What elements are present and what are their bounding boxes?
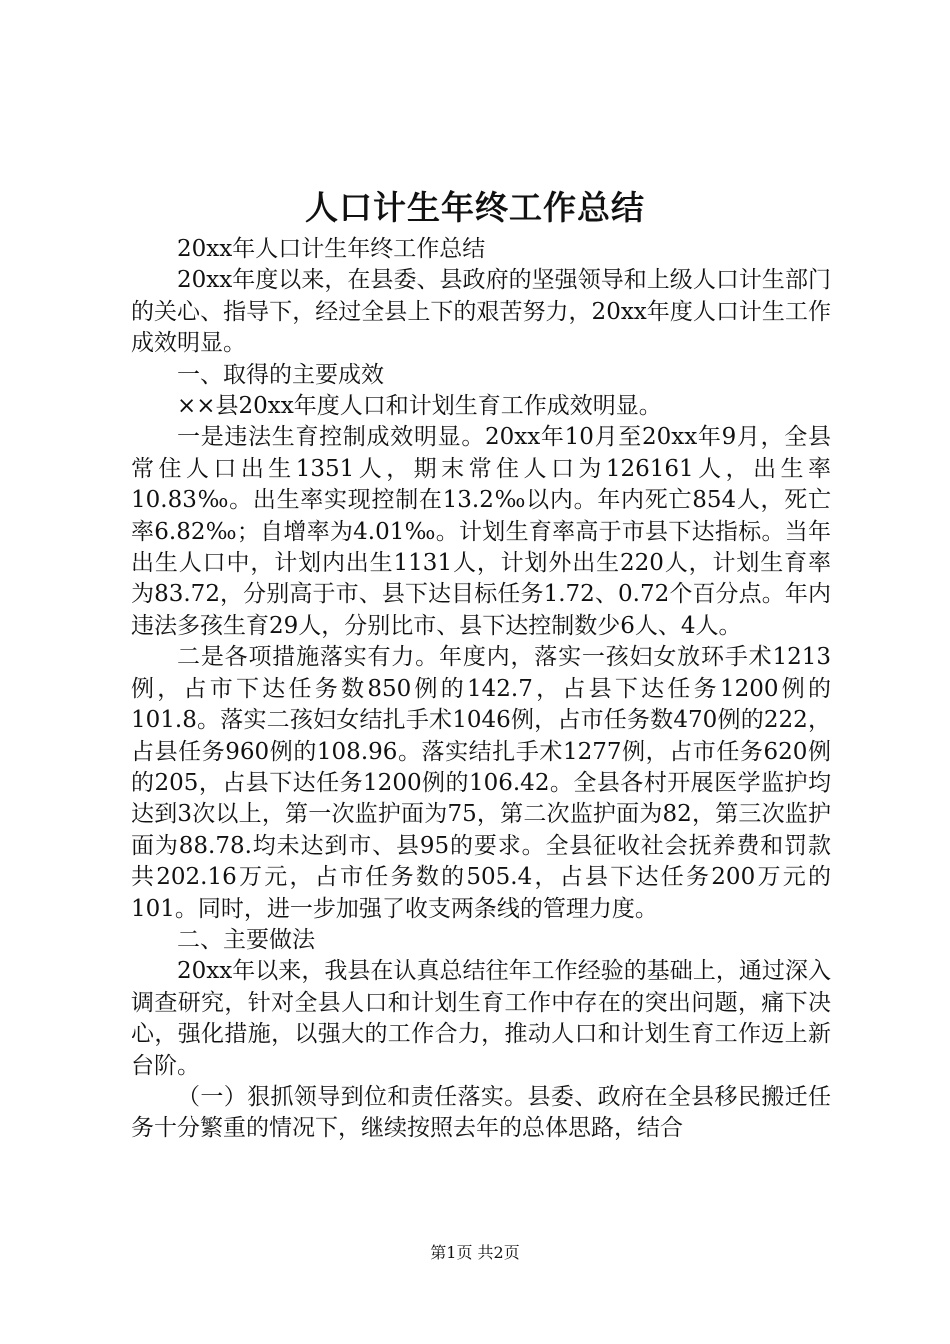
- paragraph-leadership: （一）狠抓领导到位和责任落实。县委、政府在全县移民搬迁任务十分繁重的情况下，继续按照去年的总体思路，结合: [131, 1083, 831, 1142]
- paragraph-birth-control: 一是违法生育控制成效明显。20xx年10月至20xx年9月，全县常住人口出生1351人，期末常住人口为126161人，出生率10.83‰。出生率实现控制在13.2‰以内。年内死亡854人，死亡率6.82‰；自增率为4.01‰。计划生育率高于市县下达指标。当年出生人口中，计划内出生1131人，计划外出生220人，计划生育率为83.72，分别高于市、县下达目标任务1.72、0.72个百分点。年内违法多孩生育29人，分别比市、县下达控制数少6人、4人。: [131, 424, 831, 639]
- document-title: 人口计生年终工作总结: [305, 188, 645, 227]
- section-heading-achievements: 一、取得的主要成效: [177, 361, 384, 388]
- paragraph-measures: 二是各项措施落实有力。年度内，落实一孩妇女放环手术1213例，占市下达任务数850例的142.7，占县下达任务1200例的101.8。落实二孩妇女结扎手术1046例，占市任务数470例的222，占县任务960例的108.96。落实结扎手术1277例，占市任务620例的205，占县下达任务1200例的106.42。全县各村开展医学监护均达到3次以上，第一次监护面为75，第二次监护面为82，第三次监护面为88.78.均未达到市、县95的要求。全县征收社会抚养费和罚款共202.16万元，占市任务数的505.4，占县下达任务200万元的101。同时，进一步加强了收支两条线的管理力度。: [131, 644, 831, 922]
- paragraph-subtitle: 20xx年人口计生年终工作总结: [177, 236, 486, 262]
- section-heading-methods: 二、主要做法: [177, 926, 315, 953]
- paragraph-achievements-summary: ××县20xx年度人口和计划生育工作成效明显。: [177, 393, 662, 420]
- paragraph-intro: 20xx年度以来，在县委、县政府的坚强领导和上级人口计生部门的关心、指导下，经过全县上下的艰苦努力，20xx年度人口计生工作成效明显。: [131, 267, 831, 357]
- page-number-footer: 第1页 共2页: [430, 1243, 520, 1262]
- document-body: [131, 234, 831, 1145]
- paragraph-methods-intro: 20xx年以来，我县在认真总结往年工作经验的基础上，通过深入调查研究，针对全县人口和计划生育工作中存在的突出问题，痛下决心，强化措施，以强大的工作合力，推动人口和计划生育工作迈上新台阶。: [131, 958, 831, 1079]
